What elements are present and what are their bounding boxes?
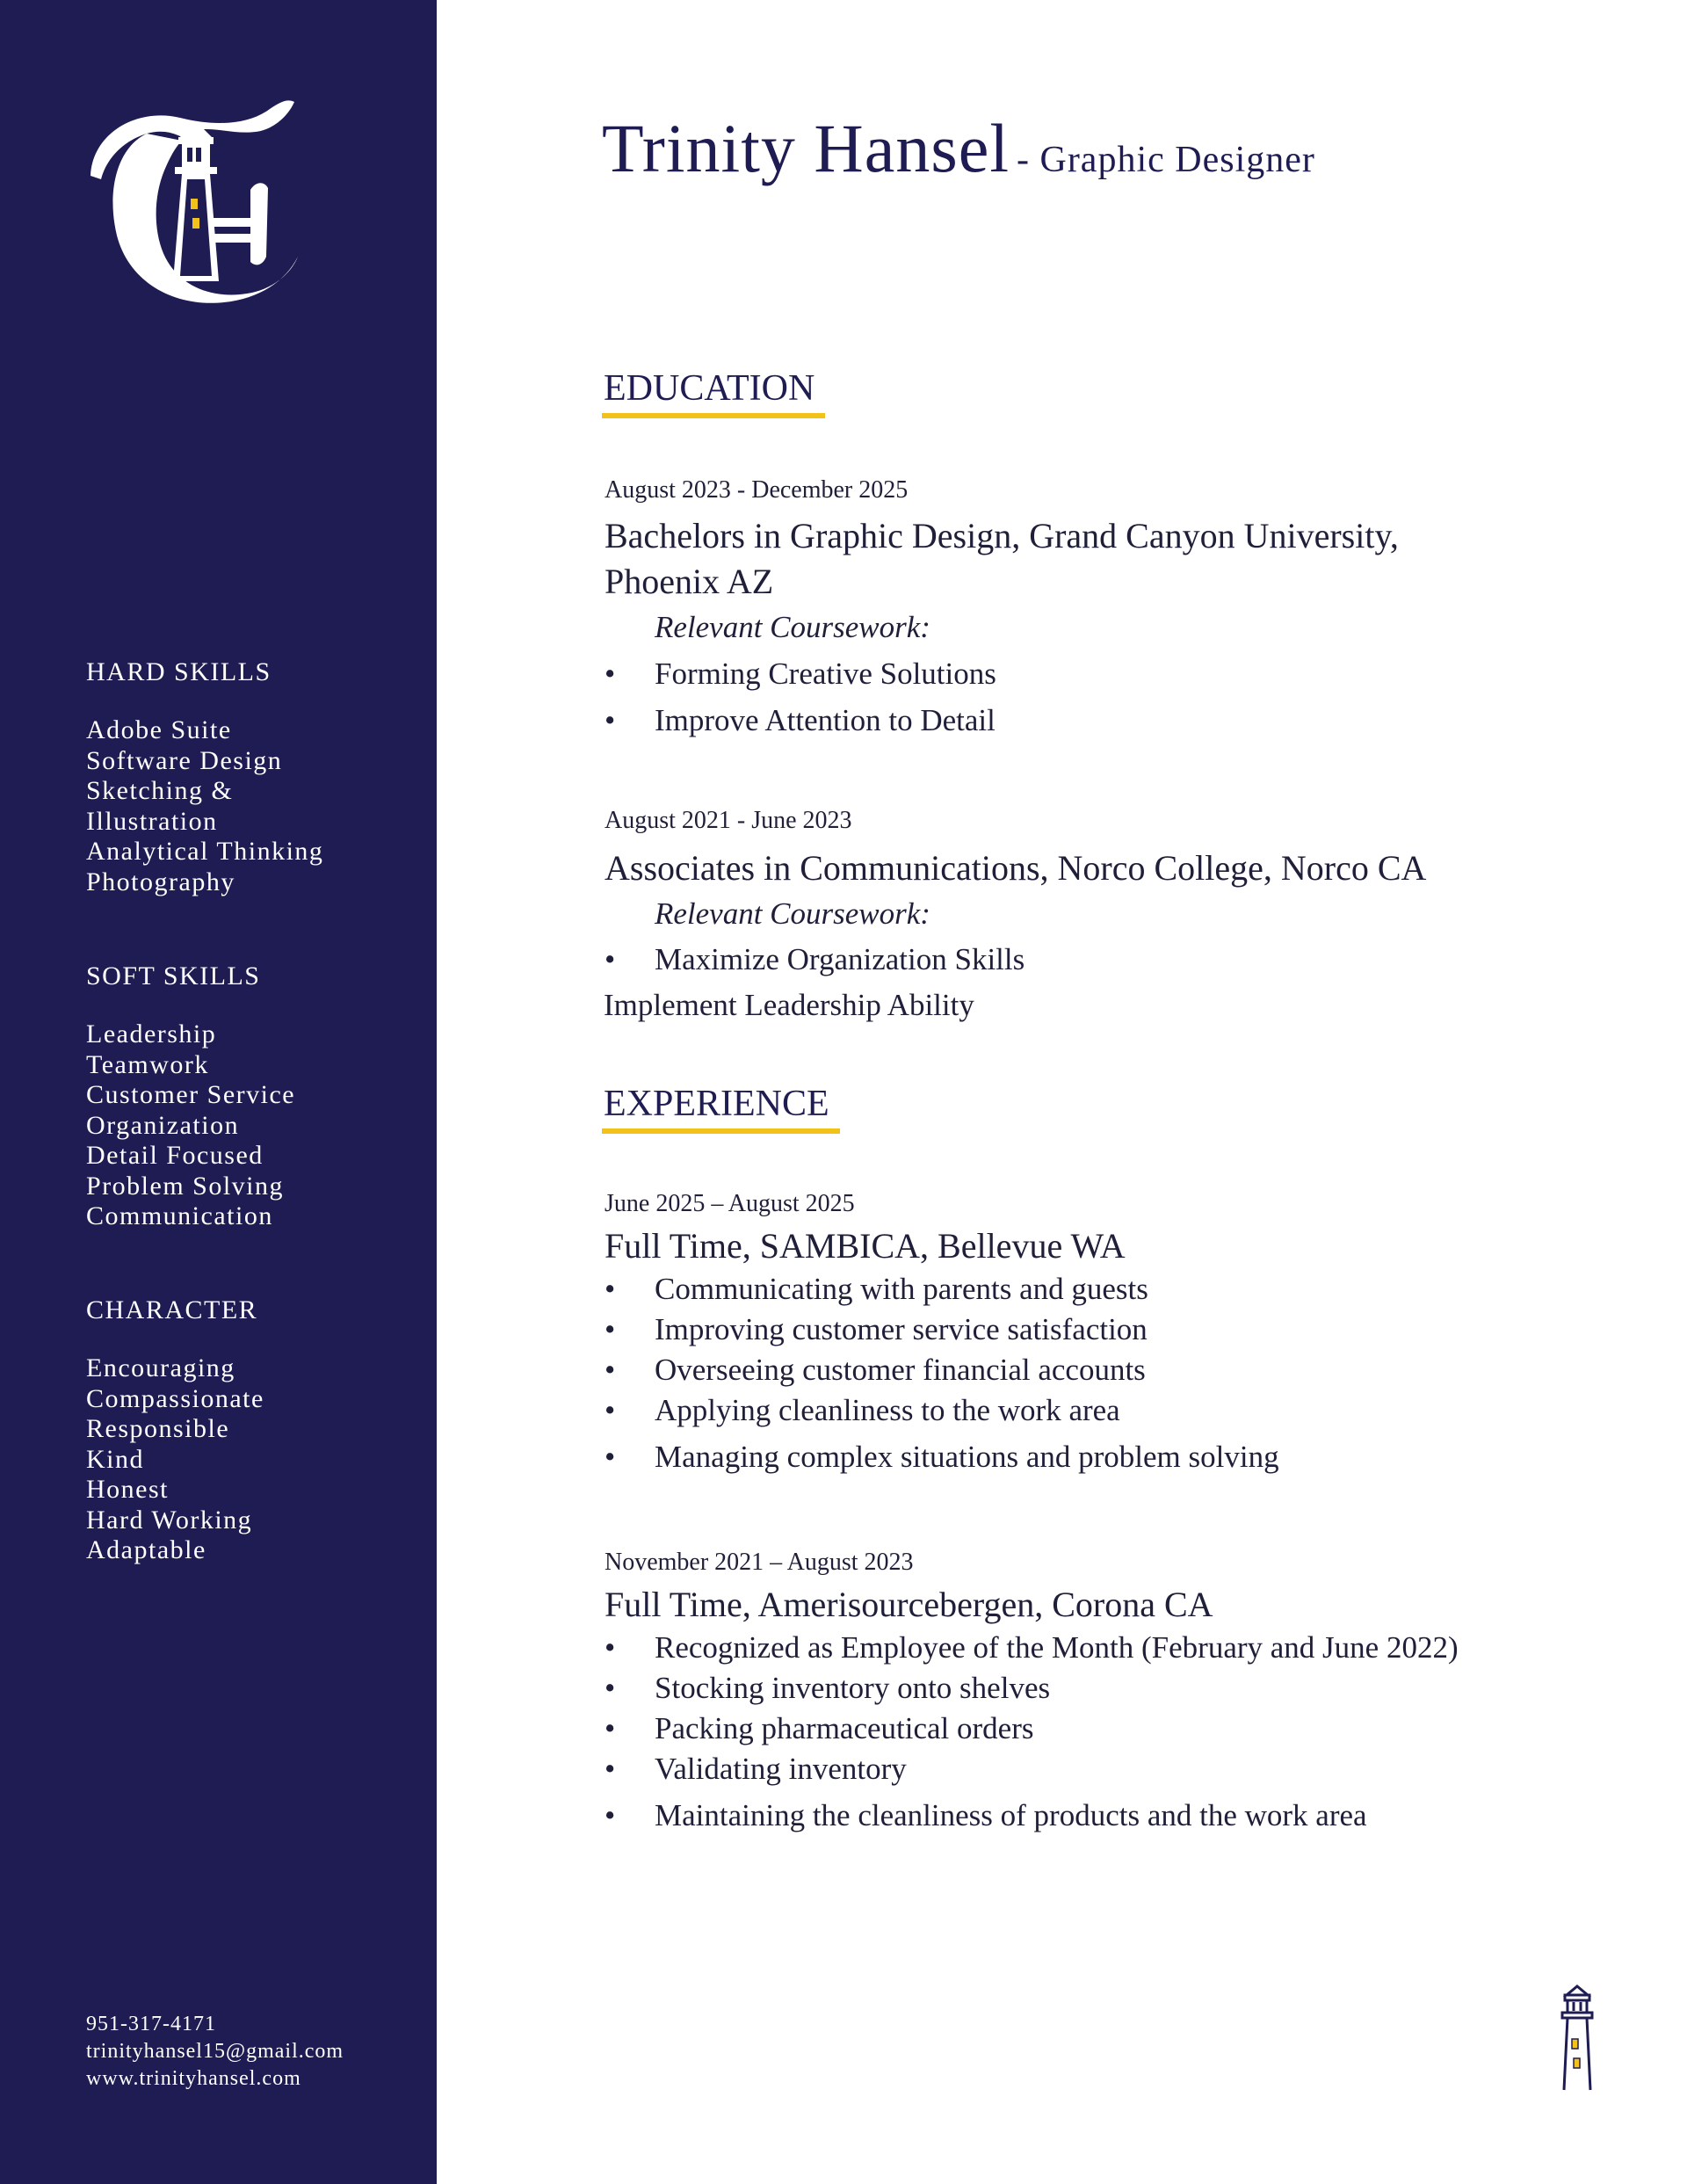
- list-item: • Recognized as Employee of the Month (February and June 2022): [605, 1628, 1615, 1668]
- hard-skills-list: [86, 715, 323, 897]
- soft-skill-item: Customer Service: [86, 1080, 296, 1109]
- soft-skills-heading: SOFT SKILLS: [86, 961, 261, 990]
- list-item: • Validating inventory: [605, 1749, 1615, 1789]
- hard-skills-section: [86, 657, 323, 897]
- hard-skills-heading: HARD SKILLS: [86, 657, 272, 686]
- monogram-logo-icon: [83, 95, 321, 316]
- entry-date: August 2023 - December 2025: [605, 476, 909, 504]
- entry-title-line: Bachelors in Graphic Design, Grand Canyon University,: [605, 516, 1399, 555]
- character-item: Responsible: [86, 1414, 230, 1443]
- website-link[interactable]: www.trinityhansel.com: [86, 2067, 301, 2090]
- duties-list: [605, 1269, 1615, 1484]
- experience-entry: [605, 1190, 1615, 1484]
- hard-skill-item: Software Design: [86, 745, 283, 775]
- character-heading: CHARACTER: [86, 1295, 258, 1324]
- education-entry: [605, 476, 1615, 744]
- coursework-label: Relevant Coursework:: [655, 610, 930, 644]
- hard-skill-item: Sketching &: [86, 776, 234, 805]
- list-item: • Managing complex situations and problem solving: [605, 1431, 1615, 1484]
- character-item: Honest: [86, 1475, 169, 1504]
- entry-title: Associates in Communications, Norco College, Norco CA: [605, 848, 1427, 888]
- list-item: • Forming Creative Solutions: [605, 650, 1615, 697]
- character-section: [86, 1295, 264, 1566]
- coursework-label: Relevant Coursework:: [655, 896, 930, 931]
- experience-heading: EXPERIENCE: [602, 1083, 840, 1134]
- list-item: • Improving customer service satisfaction: [605, 1310, 1615, 1350]
- entry-title: [605, 513, 1615, 605]
- character-item: Encouraging: [86, 1353, 235, 1382]
- list-item: • Overseeing customer financial accounts: [605, 1350, 1615, 1390]
- phone-number[interactable]: 951-317-4171: [86, 2013, 216, 2035]
- soft-skills-section: [86, 961, 295, 1232]
- role-subtitle: - Graphic Designer: [1017, 140, 1315, 180]
- coursework-extra-line: Implement Leadership Ability: [604, 988, 974, 1022]
- hard-skill-item: Analytical Thinking: [86, 837, 324, 866]
- entry-title: Full Time, SAMBICA, Bellevue WA: [605, 1226, 1126, 1266]
- soft-skill-item: Teamwork: [86, 1049, 209, 1079]
- lighthouse-icon: [1557, 1984, 1597, 2093]
- soft-skill-item: Communication: [86, 1201, 273, 1230]
- list-item: • Stocking inventory onto shelves: [605, 1668, 1615, 1709]
- entry-date: November 2021 – August 2023: [605, 1549, 914, 1576]
- character-item: Hard Working: [86, 1505, 253, 1535]
- list-item: • Packing pharmaceutical orders: [605, 1709, 1615, 1749]
- entry-date: June 2025 – August 2025: [605, 1190, 855, 1217]
- list-item: • Maintaining the cleanliness of products and the work area: [605, 1789, 1615, 1842]
- hard-skill-item: Illustration: [86, 806, 218, 836]
- education-heading: EDUCATION: [602, 367, 825, 418]
- coursework-list: [605, 650, 1615, 744]
- soft-skill-item: Problem Solving: [86, 1171, 285, 1201]
- character-item: Compassionate: [86, 1383, 264, 1413]
- contact-info: [86, 2011, 344, 2093]
- sidebar: [0, 0, 437, 2184]
- character-item: Adaptable: [86, 1535, 206, 1564]
- list-item: • Applying cleanliness to the work area: [605, 1390, 1615, 1431]
- name-title: Trinity Hansel: [602, 110, 1010, 186]
- soft-skill-item: Leadership: [86, 1019, 217, 1048]
- soft-skill-item: Detail Focused: [86, 1141, 264, 1170]
- character-list: [86, 1353, 264, 1566]
- list-item: • Maximize Organization Skills: [605, 937, 1615, 983]
- entry-title: Full Time, Amerisourcebergen, Corona CA: [605, 1585, 1213, 1624]
- email-link[interactable]: trinityhansel15@gmail.com: [86, 2040, 344, 2063]
- entry-title-line: Phoenix AZ: [605, 562, 774, 601]
- character-item: Kind: [86, 1444, 144, 1474]
- hard-skill-item: Photography: [86, 867, 235, 896]
- entry-date: August 2021 - June 2023: [605, 807, 852, 834]
- list-item: • Communicating with parents and guests: [605, 1269, 1615, 1310]
- soft-skills-list: [86, 1019, 295, 1232]
- coursework-list: [605, 937, 1615, 983]
- experience-entry: [605, 1549, 1615, 1842]
- list-item: • Improve Attention to Detail: [605, 697, 1615, 744]
- duties-list: [605, 1628, 1615, 1842]
- page-header: [602, 109, 1315, 188]
- soft-skill-item: Organization: [86, 1110, 240, 1140]
- hard-skill-item: Adobe Suite: [86, 715, 232, 744]
- education-entry: [605, 807, 1615, 1028]
